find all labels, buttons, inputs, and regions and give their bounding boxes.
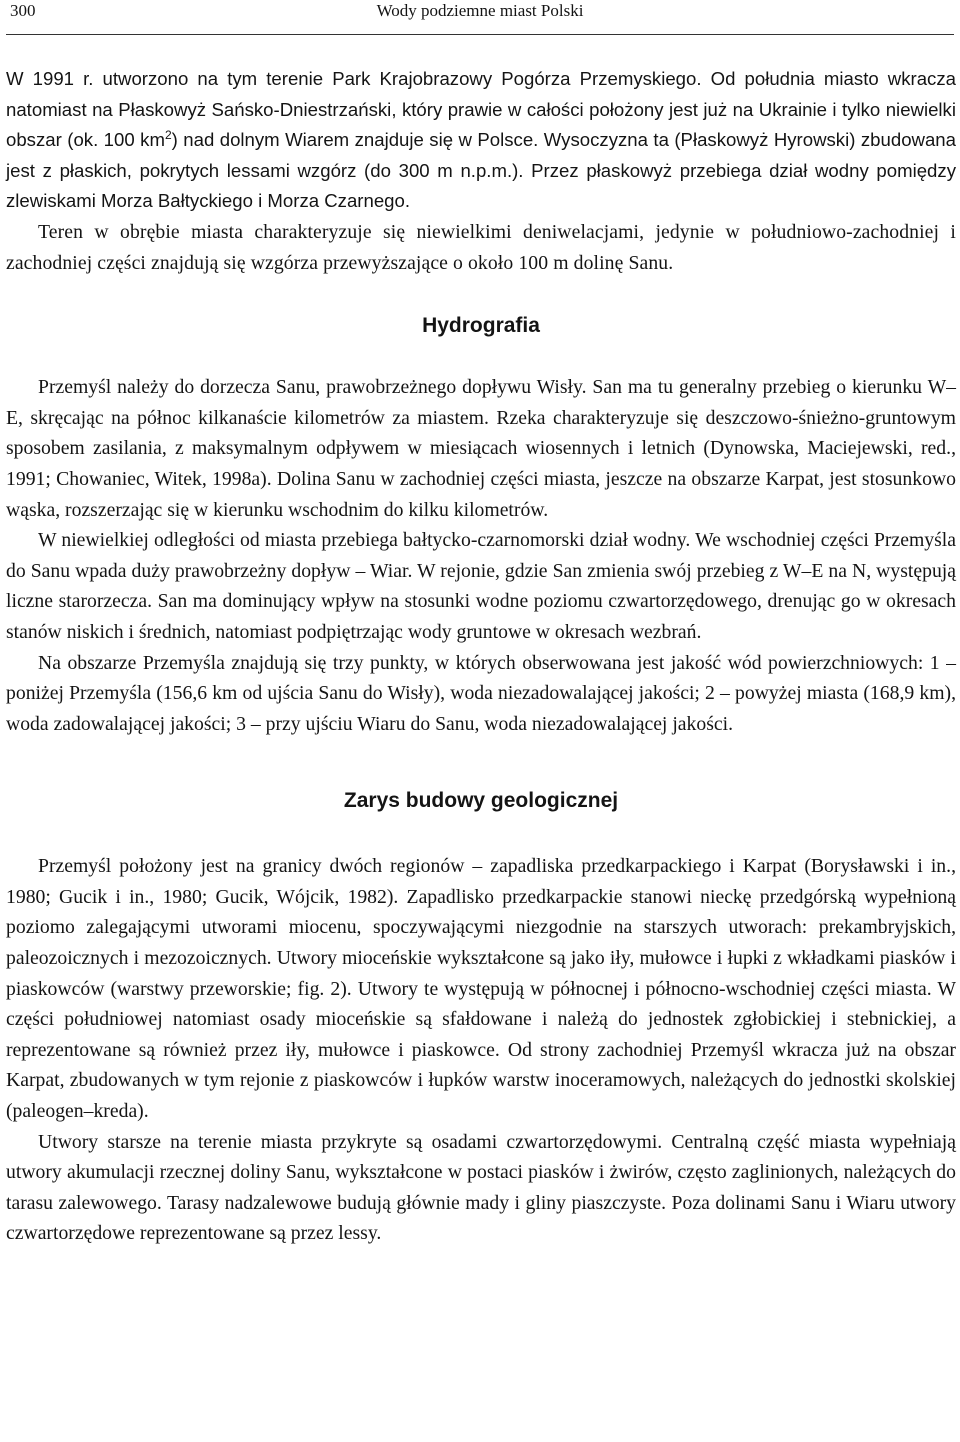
page-header [6, 0, 954, 35]
hydro-paragraph-3: Na obszarze Przemyśla znajdują się trzy punkty, w których obserwowana jest jakość wód powierzchniowych: 1 – poniżej Przemyśla (156,6 km od ujścia Sanu do Wisły), woda niezadowalającej jakości; 2 – powyżej miasta (168,9 km), woda zadowalającej jakości; 3 – przy ujściu Wiaru do Sanu, woda niezadowalającej jakości. [6, 651, 956, 735]
section-heading-hydrografia: Hydrografia [422, 314, 540, 338]
running-title: Wody podziemne miast Polski [376, 1, 584, 20]
terrain-paragraph: Teren w obrębie miasta charakteryzuje się niewielkimi deniwelacjami, jedynie w południowo-zachodniej i zachodniej części znajdują się wzgórza przewyższające o około 100 m dolinę Sanu. [6, 220, 956, 274]
hydro-paragraph-1: Przemyśl należy do dorzecza Sanu, prawobrzeżnego dopływu Wisły. San ma tu generalny przebieg o kierunku W–E, skręcając na północ kilkanaście kilometrów za miastem. Rzeka charakteryzuje się deszczowo-śnieżno-gruntowym sposobem zasilania, z maksymalnym odpływem w miesiącach wiosennych i letnich (Dynowska, Maciejewski, red., 1991; Chowaniec, Witek, 1998a). Dolina Sanu w zachodniej części miasta, jeszcze na obszarze Karpat, jest stosunkowo wąska, rozszerzając się w kierunku wschodnim do kilku kilometrów. [6, 376, 956, 521]
geo-paragraph-2: Utwory starsze na terenie miasta przykryte są osadami czwartorzędowymi. Centralną część miasta wypełniają utwory akumulacji rzecznej doliny Sanu, wykształcone w postaci piasków i żwirów, często zaglinionych, należących do tarasu zalewowego. Tarasy nadzalewowe budują głównie mady i gliny piaszczyste. Poza dolinami Sanu i Wiaru utwory czwartorzędowe reprezentowane są przez lessy. [6, 1130, 956, 1245]
intro-text-a: W 1991 r. utworzono na tym terenie Park Krajobrazowy Pogórza Przemyskiego. Od południa miasto wkracza natomiast na Płaskowyż Sańsko-Dniestrzański, który prawie w całości położony jest już na Ukrainie i tylko niewielki obszar (ok. 100 km [6, 68, 956, 151]
geo-paragraph-1: Przemyśl położony jest na granicy dwóch regionów – zapadliska przedkarpackiego i Karpat (Borysławski i in., 1980; Gucik i in., 1980; Gucik, Wójcik, 1982). Zapadlisko przedkarpackie stanowi nieckę przedgórską wypełnioną poziomo zalegającymi utworami miocenu, spoczywającymi niezgodnie na starszych utworach: prekambryjskich, paleozoicznych i mezozoicznych. Utwory mioceńskie wykształcone są jako iły, mułowce i łupki z wkładkami piasków i piaskowców (warstwy przeworskie; fig. 2). Utwory te występują w północnej i północno-wschodniej części miasta. W części południowej natomiast osady mioceńskie są sfałdowane i należą do jednostek zgłobickiej i stebnickiej, a reprezentowane są również przez iły, mułowce i piaskowce. Od strony zachodniej Przemyśl wkracza już na obszar Karpat, zbudowanych w tym rejonie z piaskowców i łupków warstw inoceramowych, należących do jednostki skolskiej (paleogen–kreda). [6, 855, 956, 1123]
intro-paragraph [6, 64, 956, 217]
intro-text-b: ) nad dolnym Wiarem znajduje się w Polsce. Wysoczyzna ta (Płaskowyż Hyrowski) zbudowana jest z płaskich, pokrytych lessami wzgórz (do 300 m n.p.m.). Przez płaskowyż przebiega dział wodny pomiędzy zlewiskami Morza Bałtyckiego i Morza Czarnego. [6, 129, 956, 212]
page-number: 300 [10, 1, 36, 20]
section-heading-geologia: Zarys budowy geologicznej [343, 789, 619, 813]
hydro-paragraph-2: W niewielkiej odległości od miasta przebiega bałtycko-czarnomorski dział wodny. We wschodniej części Przemyśla do Sanu wpada duży prawobrzeżny dopływ – Wiar. W rejonie, gdzie San zmienia swój przebieg z W–E na N, występują liczne starorzecza. San ma dominujący wpływ na stosunki wodne poziomu czwartorzędowego, drenując go w okresach stanów niskich i średnich, natomiast podpiętrzając wody gruntowe w okresach wezbrań. [6, 529, 956, 643]
page-body [6, 64, 956, 1249]
superscript-2: 2 [164, 128, 172, 142]
